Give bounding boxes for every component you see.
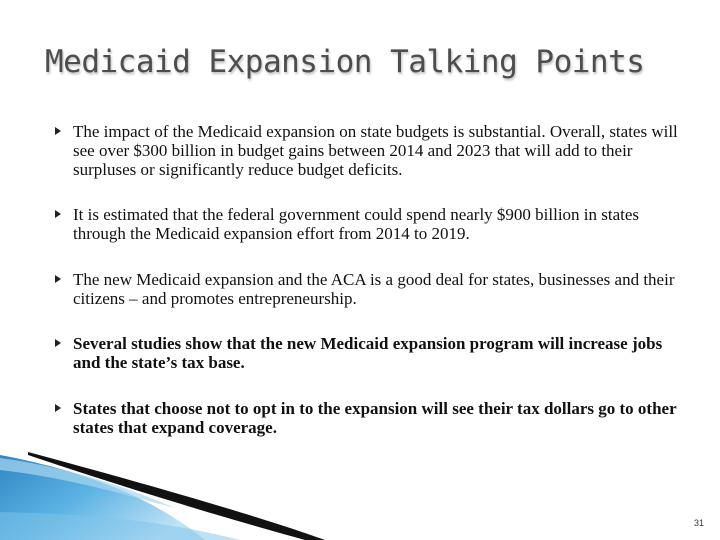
bullet-text: Several studies show that the new Medicaid expansion program will increase jobs and the state’s tax base. <box>73 334 663 372</box>
bullet-text: The new Medicaid expansion and the ACA is a good deal for states, businesses and their citizens – and promotes entrepreneurship. <box>73 270 675 308</box>
page-number: 31 <box>693 518 704 528</box>
bullet-text: States that choose not to opt in to the expansion will see their tax dollars go to other states that expand coverage. <box>73 399 677 437</box>
slide-title: Medicaid Expansion Talking Points <box>45 44 645 80</box>
bullet-text: It is estimated that the federal government could spend nearly $900 billion in states through the Medicaid expansion effort from 2014 to 2019. <box>73 205 640 243</box>
bullet-text: The impact of the Medicaid expansion on state budgets is substantial. Overall, states will see over $300 billion in budget gains between 2014 and 2023 that will add to their surpluses or significantly reduce budget deficits. <box>73 122 678 179</box>
